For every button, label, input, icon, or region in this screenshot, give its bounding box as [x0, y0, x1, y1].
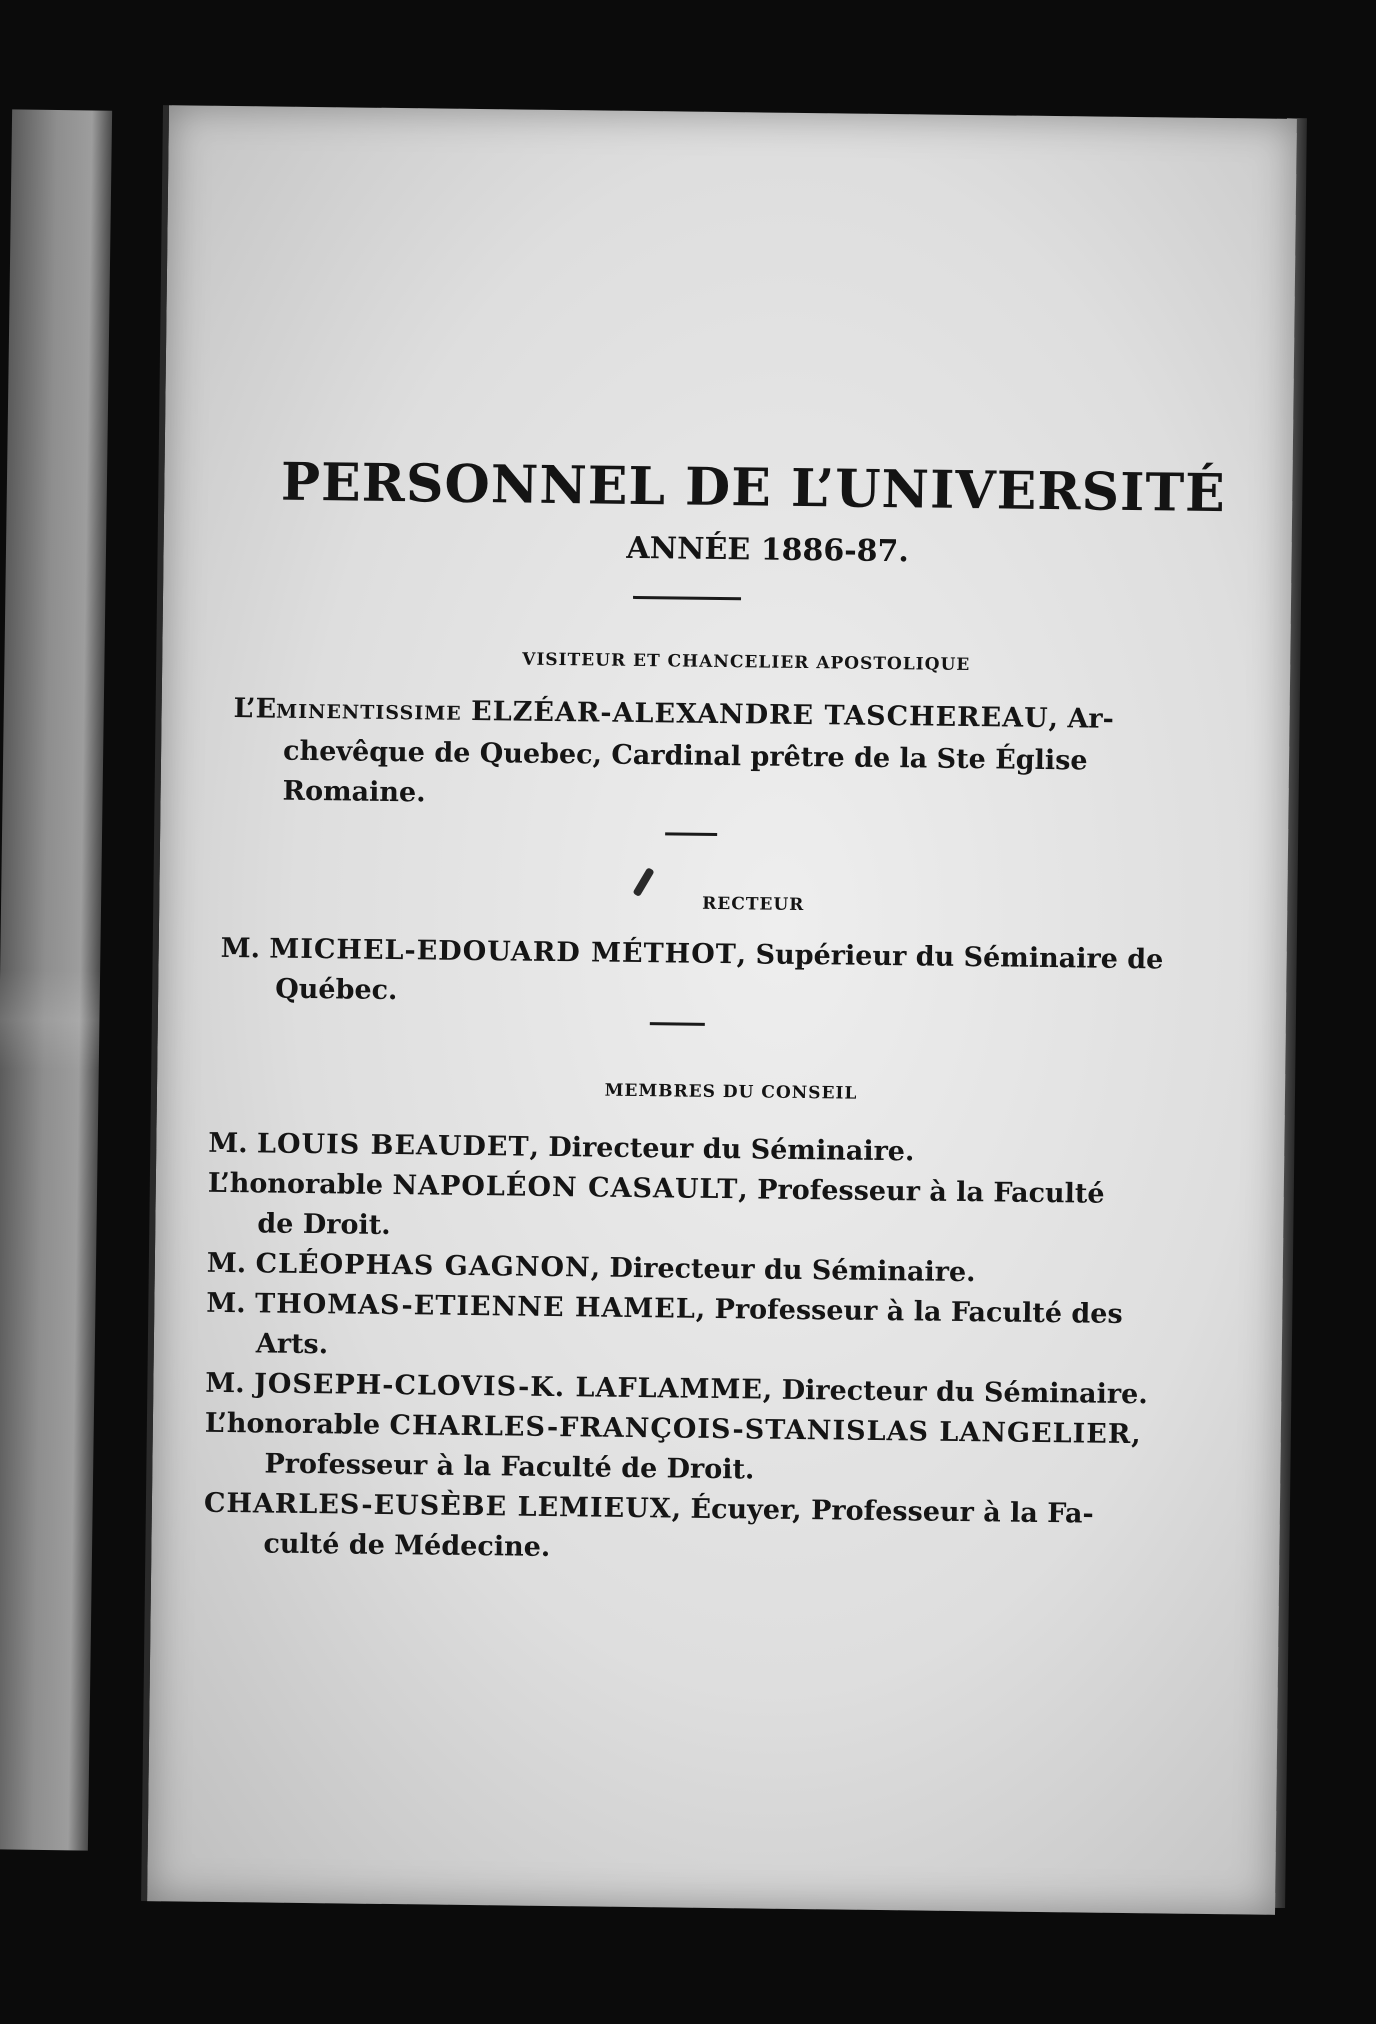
- council-heading: MEMBRES DU CONSEIL: [604, 1080, 858, 1104]
- council-entry-4-text: , Professeur à la Faculté des: [695, 1293, 1123, 1330]
- council-entry-2-text: , Professeur à la Faculté: [738, 1174, 1105, 1210]
- council-entry-6-name: CHARLES-FRANÇOIS-STANISLAS LANGELIER: [389, 1410, 1132, 1451]
- council-entry-6-text: ,: [1131, 1419, 1141, 1451]
- chancellor-line-1-tail: , Ar-: [1048, 703, 1115, 735]
- council-entry-2-cont: de Droit.: [257, 1208, 391, 1242]
- council-entry-4-cont: Arts.: [255, 1328, 329, 1361]
- council-entry-7-text: , Écuyer, Professeur à la Fa-: [671, 1493, 1094, 1530]
- council-entry-2: [207, 1164, 1238, 1257]
- rector-entry: [220, 929, 1231, 1021]
- council-entry-3-name: CLÉOPHAS GAGNON: [255, 1248, 591, 1284]
- page-content: [147, 105, 1297, 1915]
- document-page: [141, 105, 1297, 1915]
- chancellor-name: ELZÉAR-ALEXANDRE TASCHEREAU: [470, 695, 1049, 735]
- chancellor-prefix-rest: MINENTISSIME: [275, 700, 462, 725]
- facing-page-edge: [0, 109, 112, 1850]
- council-entry-3-prefix: M.: [206, 1247, 247, 1280]
- council-entry-3-text: , Directeur du Séminaire.: [590, 1252, 976, 1289]
- council-entry-2-name: NAPOLÉON CASAULT: [392, 1170, 739, 1206]
- council-entry-1-text: , Directeur du Séminaire.: [529, 1131, 915, 1168]
- rector-name: MICHEL-EDOUARD MÉTHOT: [269, 933, 737, 971]
- council-entry-4: [206, 1284, 1237, 1377]
- rector-prefix: M.: [220, 932, 261, 965]
- council-entry-6-prefix: L’honorable: [204, 1407, 381, 1441]
- chancellor-line-2: chevêque de Quebec, Cardinal prêtre de la Ste Église: [282, 735, 1088, 777]
- council-entry-2-prefix: L’honorable: [207, 1167, 384, 1201]
- chancellor-rule: [665, 832, 717, 836]
- rector-line-2: Québec.: [275, 973, 398, 1007]
- rector-heading: RECTEUR: [702, 893, 805, 916]
- council-entry-7-cont: culté de Médecine.: [263, 1528, 551, 1563]
- rector-rule: [650, 1022, 705, 1026]
- council-entry-5-name: JOSEPH-CLOVIS-K. LAFLAMME: [253, 1368, 764, 1406]
- council-entry-7: [203, 1484, 1234, 1577]
- rector-line-1-tail: , Supérieur du Séminaire de: [736, 939, 1164, 976]
- council-entry-5-text: , Directeur du Séminaire.: [762, 1374, 1148, 1411]
- council-entry-5-prefix: M.: [205, 1367, 245, 1400]
- chancellor-line-3: Romaine.: [282, 775, 426, 809]
- page-title: PERSONNEL DE L’UNIVERSITÉ: [280, 451, 1227, 525]
- facing-page-fold: [0, 969, 100, 1070]
- council-entry-4-prefix: M.: [206, 1287, 246, 1320]
- council-entry-1-prefix: M.: [208, 1127, 248, 1160]
- council-entry-4-name: THOMAS-ETIENNE HAMEL: [254, 1288, 697, 1325]
- chancellor-entry: [232, 689, 1223, 823]
- council-entry-6-cont: Professeur à la Faculté de Droit.: [264, 1448, 755, 1486]
- council-list: [203, 1124, 1238, 1577]
- council-entry-6: [204, 1404, 1235, 1497]
- council-entry-7-name: CHARLES-EUSÈBE LEMIEUX: [203, 1487, 672, 1525]
- title-rule: [633, 596, 741, 600]
- council-entry-1-name: LOUIS BEAUDET: [256, 1128, 530, 1163]
- chancellor-heading: VISITEUR ET CHANCELIER APOSTOLIQUE: [522, 649, 971, 676]
- chancellor-prefix-initial: L’E: [233, 693, 277, 725]
- page-year: ANNÉE 1886-87.: [626, 530, 910, 570]
